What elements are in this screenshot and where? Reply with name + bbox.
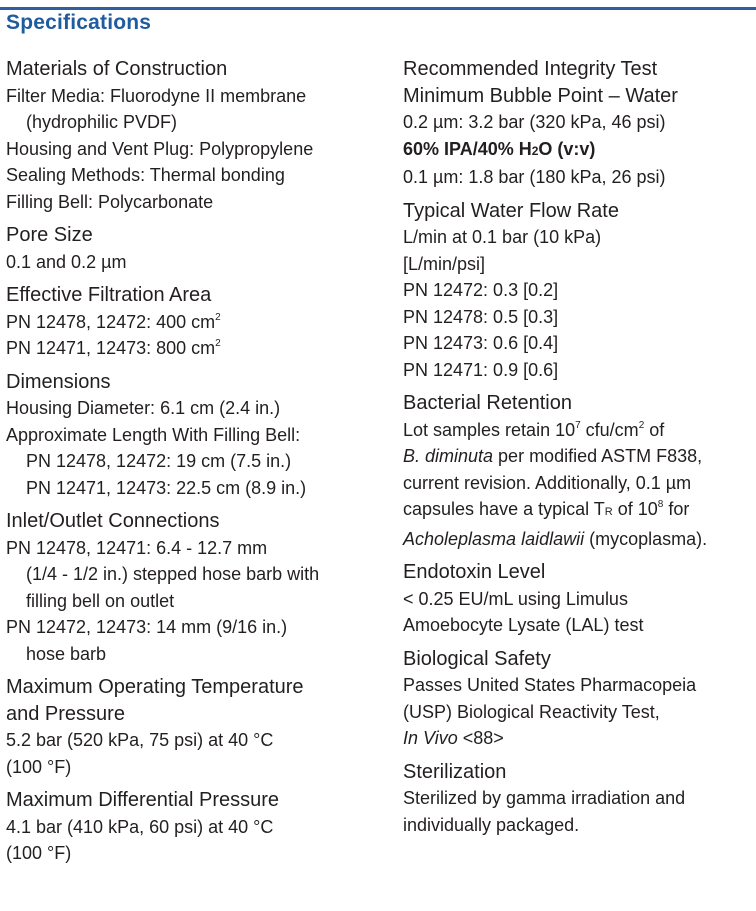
spec-text: PN 12471, 12473: 800 cm (6, 338, 216, 358)
section-sterilization (403, 759, 753, 839)
section-dimensions (6, 369, 391, 502)
spec-line (403, 136, 753, 165)
spec-line: current revision. Additionally, 0.1 µm (403, 472, 692, 493)
spec-line: 0.1 µm: 1.8 bar (180 kPa, 26 psi) (403, 167, 666, 187)
spec-line: 5.2 bar (520 kPa, 75 psi) at 40 °C (6, 730, 274, 750)
spec-line: 4.1 bar (410 kPa, 60 psi) at 40 °C (6, 816, 274, 837)
spec-line: PN 12471, 12473: 22.5 cm (8.9 in.) (26, 477, 307, 498)
species-name: Acholeplasma laidlawii (403, 528, 585, 549)
section-heading: Dimensions (6, 370, 111, 393)
section-integrity-test (403, 56, 753, 191)
section-heading: Typical Water Flow Rate (403, 199, 619, 222)
spec-line: Housing and Vent Plug: Polypropylene (6, 138, 314, 159)
spec-text: (mycoplasma). (584, 528, 708, 549)
right-column (403, 56, 753, 845)
spec-line: (hydrophilic PVDF) (26, 112, 178, 132)
section-biological-safety (403, 646, 753, 752)
spec-line: (1/4 - 1/2 in.) stepped hose barb with (26, 564, 320, 584)
section-heading: Maximum Differential Pressure (6, 789, 280, 811)
spec-line (403, 496, 753, 526)
spec-line: (100 °F) (6, 843, 72, 863)
spec-line (403, 526, 753, 553)
section-filtration-area (6, 282, 391, 362)
section-heading: Minimum Bubble Point – Water (403, 84, 678, 107)
spec-line: (100 °F) (6, 756, 72, 777)
spec-line: Filter Media: Fluorodyne II membrane (6, 85, 307, 106)
superscript: 2 (215, 338, 221, 349)
superscript: 2 (215, 311, 221, 323)
section-heading: Effective Filtration Area (6, 284, 212, 306)
spec-line: Approximate Length With Filling Bell: (6, 424, 301, 445)
spec-text: O (v:v) (538, 138, 596, 159)
section-heading: Recommended Integrity Test (403, 58, 658, 80)
section-endotoxin (403, 559, 753, 639)
subscript: R (604, 506, 613, 518)
spec-line: Passes United States Pharmacopeia (403, 675, 697, 695)
spec-line: Sealing Methods: Thermal bonding (6, 165, 285, 185)
spec-line: (USP) Biological Reactivity Test, (403, 701, 660, 722)
spec-line: Housing Diameter: 6.1 cm (2.4 in.) (6, 398, 281, 418)
spec-line: filling bell on outlet (26, 590, 175, 611)
spec-line: PN 12472, 12473: 14 mm (9/16 in.) (6, 617, 288, 637)
spec-line: Sterilized by gamma irradiation and (403, 788, 686, 808)
spec-text: 60% IPA/40% H (403, 138, 532, 159)
section-heading: Pore Size (6, 224, 93, 246)
section-pore-size (6, 222, 391, 275)
spec-text: Lot samples retain 10 (403, 419, 576, 440)
spec-text: cfu/cm (580, 419, 639, 440)
spec-text: of 10 (612, 499, 658, 519)
spec-line: 0.1 and 0.2 µm (6, 251, 127, 272)
spec-line: 0.2 µm: 3.2 bar (320 kPa, 46 psi) (403, 112, 666, 132)
spec-line: < 0.25 EU/mL using Limulus (403, 588, 628, 609)
section-heading: Materials of Construction (6, 58, 228, 80)
species-name: B. diminuta (403, 446, 494, 466)
spec-line: individually packaged. (403, 814, 580, 835)
section-heading: Maximum Operating Temperature (6, 676, 304, 698)
spec-line: hose barb (26, 643, 107, 664)
section-heading: Bacterial Retention (403, 392, 572, 414)
spec-line (6, 309, 391, 336)
section-max-differential-pressure (6, 787, 391, 867)
superscript: 2 (638, 419, 645, 431)
section-water-flow-rate (403, 198, 753, 384)
section-bacterial-retention (403, 390, 753, 552)
in-vivo-text: In Vivo (403, 728, 458, 748)
subscript: 2 (531, 143, 539, 158)
spec-text: PN 12478, 12472: 400 cm (6, 311, 216, 332)
spec-text: per modified ASTM F838, (493, 446, 703, 466)
spec-line: PN 12473: 0.6 [0.4] (403, 333, 559, 353)
spec-text: <88> (457, 728, 504, 748)
section-materials (6, 56, 391, 215)
spec-line (403, 443, 753, 470)
spec-line (403, 417, 753, 444)
section-heading: Endotoxin Level (403, 561, 546, 583)
section-heading: Biological Safety (403, 647, 551, 670)
section-heading: and Pressure (6, 702, 125, 725)
spec-line: PN 12471: 0.9 [0.6] (403, 359, 559, 380)
page-title: Specifications (6, 11, 152, 34)
spec-line (403, 725, 753, 752)
superscript: 7 (575, 419, 581, 431)
spec-line: [L/min/psi] (403, 253, 486, 274)
section-max-operating-temp (6, 674, 391, 780)
spec-line: L/min at 0.1 bar (10 kPa) (403, 227, 602, 247)
section-inlet-outlet (6, 508, 391, 667)
section-heading: Sterilization (403, 760, 507, 783)
left-column (6, 56, 391, 874)
spec-line: Filling Bell: Polycarbonate (6, 191, 214, 212)
spec-text: capsules have a typical T (403, 499, 605, 519)
spec-line: PN 12478, 12471: 6.4 - 12.7 mm (6, 537, 268, 558)
superscript: 8 (657, 499, 664, 510)
spec-line: Amoebocyte Lysate (LAL) test (403, 615, 644, 635)
spec-line: PN 12478, 12472: 19 cm (7.5 in.) (26, 451, 292, 471)
spec-text: of (644, 419, 665, 440)
spec-line (6, 335, 391, 362)
section-heading: Inlet/Outlet Connections (6, 510, 220, 532)
top-rule (0, 7, 756, 10)
spec-line: PN 12478: 0.5 [0.3] (403, 306, 559, 327)
spec-text: for (663, 499, 690, 519)
spec-line: PN 12472: 0.3 [0.2] (403, 280, 559, 300)
